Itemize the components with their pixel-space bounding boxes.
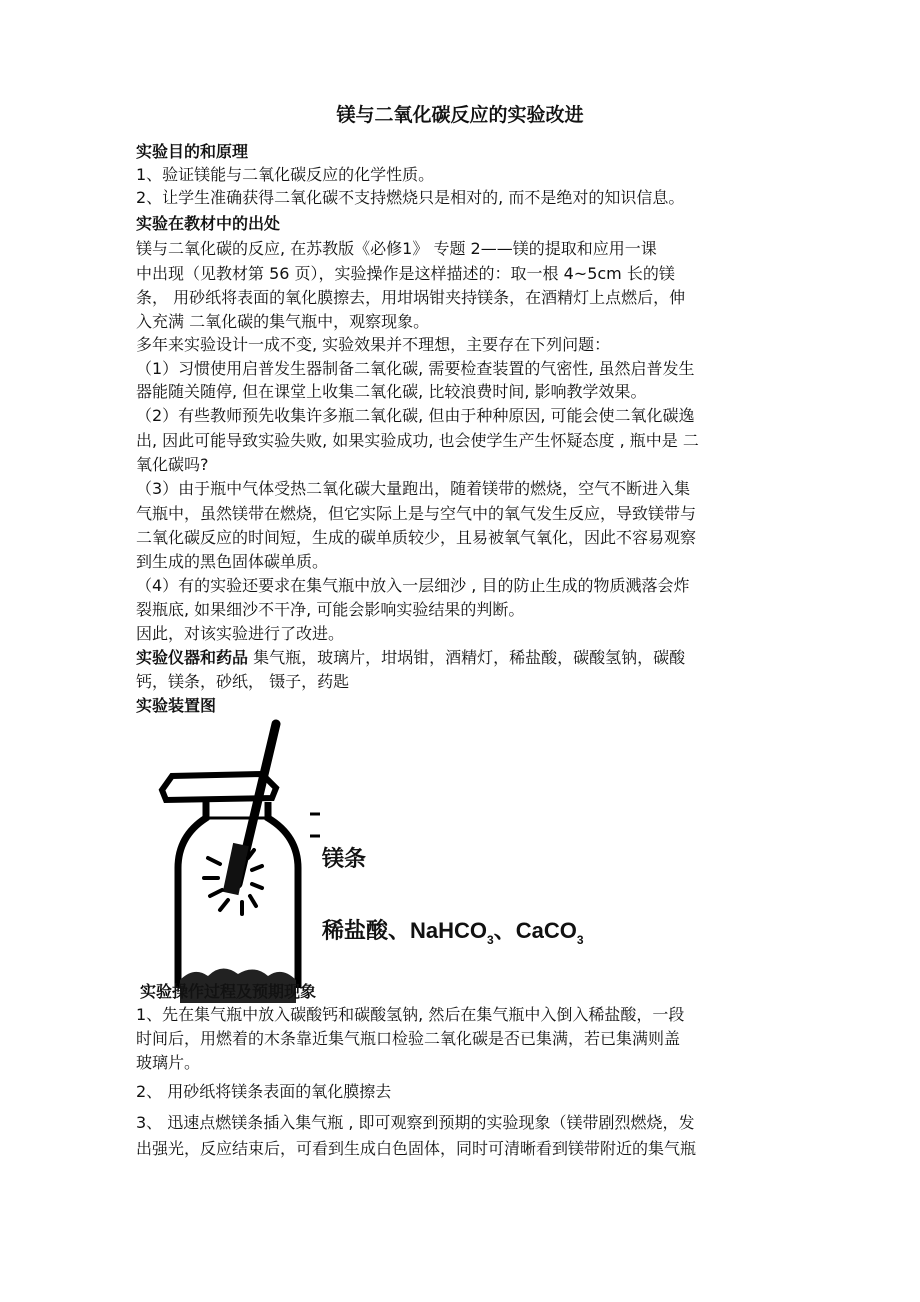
paragraph-line: 裂瓶底, 如果细沙不干净, 可能会影响实验结果的判断。 <box>136 600 525 619</box>
label-reagents-a: 稀盐酸、NaHCO <box>322 918 488 943</box>
paragraph-line: 因此，对该实验进行了改进。 <box>136 624 345 643</box>
step-line: 1、先在集气瓶中放入碳酸钙和碳酸氢钠, 然后在集气瓶中入倒入稀盐酸，一段 <box>136 1005 685 1024</box>
paragraph-line: 出, 因此可能导致实验失败, 如果实验成功, 也会使学生产生怀疑态度 , 瓶中是 二 <box>136 431 699 450</box>
equipment-label: 实验仪器和药品 <box>136 648 249 667</box>
paragraph-line: 中出现（见教材第 56 页），实验操作是这样描述的：取一根 4~5cm 长的镁 <box>136 264 675 283</box>
paragraph-line: （1）习惯使用启普发生器制备二氧化碳, 需要检查装置的气密性, 虽然启普发生 <box>136 359 695 378</box>
section-heading-purpose: 实验目的和原理 <box>136 142 249 161</box>
paragraph-line: 器能随关随停, 但在课堂上收集二氧化碳, 比较浪费时间, 影响教学效果。 <box>136 382 647 401</box>
paragraph-line: 到生成的黑色固体碳单质。 <box>136 552 329 571</box>
label-magnesium: 镁条 <box>322 846 367 871</box>
label-subscript: 3 <box>487 933 494 947</box>
paragraph-line: 入充满 二氧化碳的集气瓶中，观察现象。 <box>136 312 430 331</box>
figure-heading: 实验装置图 <box>136 696 217 715</box>
apparatus-drawing <box>150 718 610 1003</box>
document-title: 镁与二氧化碳反应的实验改进 <box>336 104 584 126</box>
step-line: 玻璃片。 <box>136 1053 201 1072</box>
step-line: 3、 迅速点燃镁条插入集气瓶 , 即可观察到预期的实验现象（镁带剧烈燃烧，发 <box>136 1113 695 1132</box>
step-line: 时间后，用燃着的木条靠近集气瓶口检验二氧化碳是否已集满，若已集满则盖 <box>136 1029 681 1048</box>
paragraph-line: 氧化碳吗? <box>136 455 209 474</box>
steps-heading: 实验操作过程及预期现象 <box>140 982 317 1001</box>
step-line: 2、 用砂纸将镁条表面的氧化膜擦去 <box>136 1082 392 1101</box>
paragraph-line: 二氧化碳反应的时间短，生成的碳单质较少，且易被氧气氧化，因此不容易观察 <box>136 528 697 547</box>
label-subscript: 3 <box>576 933 584 947</box>
equipment-line-2: 钙，镁条，砂纸， 镊子，药匙 <box>136 672 350 691</box>
paragraph-line: 条， 用砂纸将表面的氧化膜擦去，用坩埚钳夹持镁条，在酒精灯上点燃后，伸 <box>136 288 686 307</box>
paragraph-line: （2）有些教师预先收集许多瓶二氧化碳, 但由于种种原因, 可能会使二氧化碳逸 <box>136 406 695 425</box>
label-reagents-b: 、CaCO <box>493 918 577 943</box>
section-heading-source: 实验在教材中的出处 <box>136 214 281 233</box>
paragraph-line: 1、验证镁能与二氧化碳反应的化学性质。 <box>136 165 435 184</box>
label-reagents <box>322 914 584 947</box>
paragraph-line: 气瓶中，虽然镁带在燃烧，但它实际上是与空气中的氧气发生反应，导致镁带与 <box>136 504 697 523</box>
step-line: 出强光，反应结束后，可看到生成白色固体，同时可清晰看到镁带附近的集气瓶 <box>136 1139 697 1158</box>
equipment-text: 集气瓶，玻璃片，坩埚钳，酒精灯，稀盐酸，碳酸氢钠，碳酸 <box>248 648 686 667</box>
paragraph-line: （4）有的实验还要求在集气瓶中放入一层细沙 , 目的防止生成的物质溅落会炸 <box>136 576 690 595</box>
apparatus-figure <box>150 718 610 1003</box>
equipment-line <box>136 647 685 669</box>
paragraph-line: 2、让学生准确获得二氧化碳不支持燃烧只是相对的, 而不是绝对的知识信息。 <box>136 188 685 207</box>
paragraph-line: 多年来实验设计一成不变, 实验效果并不理想，主要存在下列问题： <box>136 335 611 354</box>
paragraph-line: 镁与二氧化碳的反应, 在苏教版《必修1》 专题 2——镁的提取和应用一课 <box>136 239 657 258</box>
paragraph-line: （3）由于瓶中气体受热二氧化碳大量跑出，随着镁带的燃烧，空气不断进入集 <box>136 479 691 498</box>
